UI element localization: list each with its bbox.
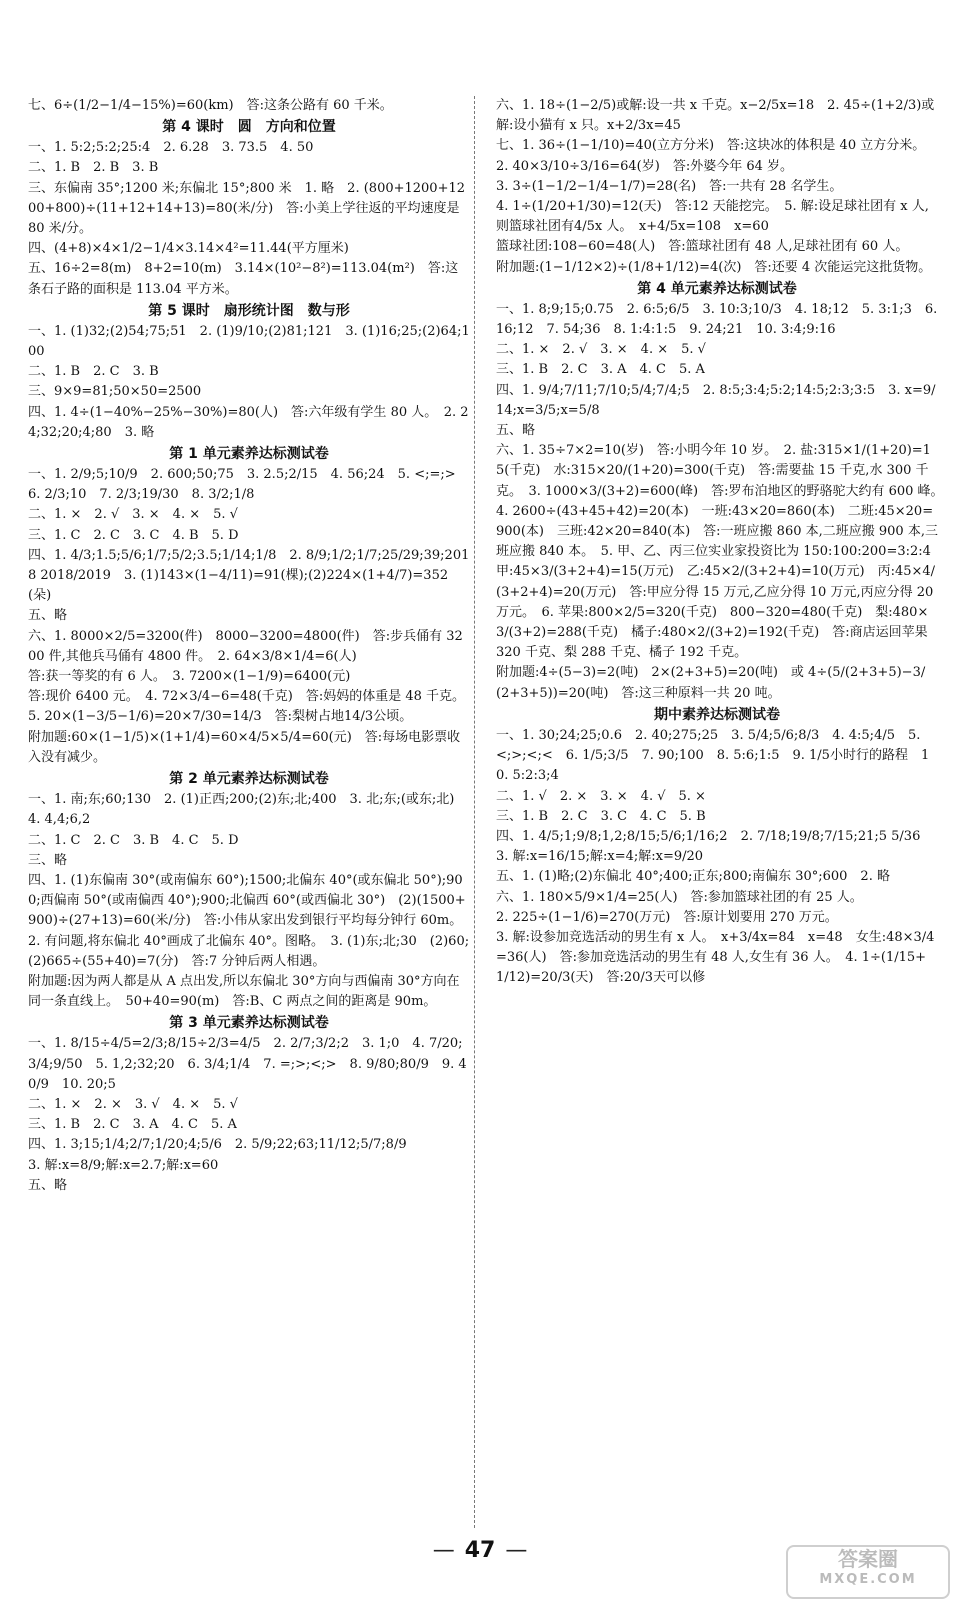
- answer-line: 四、1. 4/3;1.5;5/6;1/7;5/2;3.5;1/14;1/8 2. 8/9;1/2;1/7;25/29;39;2018 2018/2019 3. (1)143×(1−4/11)=91(棵);(2)224×(1+4/7)=352(朵): [28, 547, 470, 604]
- answer-line: 附加题:4÷(5−3)=2(吨) 2×(2+3+5)=20(吨) 或 4÷(5/(2+3+5)−3/(2+3+5))=20(吨) 答:这三种原料一共 20 吨。: [496, 665, 926, 701]
- answer-line: 七、6÷(1/2−1/4−15%)=60(km) 答:这条公路有 60 千米。: [28, 98, 393, 113]
- answer-line: 一、1. 8;9;15;0.75 2. 6:5;6/5 3. 10:3;10/3 4. 18;12 5. 3:1;3 6. 16;12 7. 54;36 8. 1:4:1:5 9. 24;21 10. 3:4;9:16: [496, 301, 938, 338]
- answer-line: 一、1. 南;东;60;130 2. (1)正西;200;(2)东;北;400 3. 北;东;(或东;北) 4. 4,4;6,2: [28, 792, 468, 828]
- answer-line: 二、1. × 2. × 3. √ 4. × 5. √: [28, 1096, 238, 1112]
- answer-line: 三、1. B 2. C 3. A 4. C 5. A: [28, 1117, 237, 1133]
- section-heading: 第 2 单元素养达标测试卷: [169, 771, 329, 788]
- section-heading: 期中素养达标测试卷: [654, 706, 780, 723]
- answer-line: 3. 3÷(1−1/2−1/4−1/7)=28(名) 答:一共有 28 名学生。: [496, 178, 843, 194]
- answer-line: 五、略: [496, 423, 536, 439]
- answer-line: 六、1. 18÷(1−2/5)或解:设一共 x 千克。x−2/5x=18 2. 45÷(1+2/3)或解:设小猫有 x 只。x+2/3x=45: [496, 98, 935, 134]
- watermark-logo: [786, 1545, 950, 1599]
- page-number: 47: [464, 1538, 496, 1563]
- answer-line: 3. 解:设参加竞选活动的男生有 x 人。 x+3/4x=84 x=48 女生:48×3/4=36(人) 答:参加竞选活动的男生有 48 人,女生有 36 人。 4. 1÷(1/15+1/12)=20/3(天) 答:20/3天可以修: [496, 929, 935, 986]
- answer-line: 五、略: [28, 1177, 68, 1193]
- answer-line: 2. 225÷(1−1/6)=270(万元) 答:原计划要用 270 万元。: [496, 909, 838, 925]
- answer-line: 一、1. 30;24;25;0.6 2. 40;275;25 3. 5/4;5/6;8/3 4. 4:5;4/5 5. <;>;<;< 6. 1/5;3/5 7. 90;100 8. 5:6;1:5 9. 1/5小时行的路程 10. 5:2:3;4: [496, 727, 930, 784]
- answer-line: 四、1. (1)东偏南 30°(或南偏东 60°);1500;北偏东 40°(或东偏北 50°);900;西偏南 50°(或南偏西 40°);900;北偏西 60°(或西偏北 30°) (2)(1500+900)÷(27+13)=60(米/分) 答:小伟从家出发到银行平均每分钟行 60m。 2. 有问题,将东偏北 40°画成了北偏东 40°。图略。 3. (1)东;北;30 (2)60;(2)665÷(55+40)=7(分) 答:7 分钟后两人相遇。: [28, 872, 470, 969]
- section-heading: 第 1 单元素养达标测试卷: [169, 446, 329, 463]
- answer-line: 答:获一等奖的有 6 人。 3. 7200×(1−1/9)=6400(元): [28, 669, 351, 685]
- answer-line: 3. 解:x=8/9;解:x=2.7;解:x=60: [28, 1157, 219, 1173]
- answer-line: 五、16÷2=8(m) 8+2=10(m) 3.14×(10²−8²)=113.04(m²) 答:这条石子路的面积是 113.04 平方米。: [28, 261, 459, 297]
- answer-line: 五、1. (1)略;(2)东偏北 40°;400;正东;800;南偏东 30°;600 2. 略: [496, 869, 890, 885]
- answer-line: 附加题:60×(1−1/5)×(1+1/4)=60×4/5×5/4=60(元) 答:每场电影票收入没有减少。: [28, 729, 461, 765]
- answer-line: 二、1. × 2. √ 3. × 4. × 5. √: [28, 507, 238, 523]
- right-column: [496, 96, 951, 1526]
- answer-line: 四、1. 9/4;7/11;7/10;5/4;7/4;5 2. 8:5;3:4;5:2;14:5;2:3;3:5 3. x=9/14;x=3/5;x=5/8: [496, 382, 936, 418]
- answer-line: 三、略: [28, 852, 68, 868]
- section-heading: 第 5 课时 扇形统计图 数与形: [148, 302, 350, 319]
- answer-line: 七、1. 36÷(1−1/10)=40(立方分米) 答:这块冰的体积是 40 立方分米。 2. 40×3/10÷3/16=64(岁) 答:外婆今年 64 岁。: [496, 138, 932, 174]
- answer-line: 三、东偏南 35°;1200 米;东偏北 15°;800 米 1. 略 2. (800+1200+1200+800)÷(11+12+14+13)=80(米/分) 答:小美上学往返的平均速度是 80 米/分。: [28, 180, 466, 237]
- answer-line: 二、1. B 2. B 3. B: [28, 160, 159, 176]
- answer-line: 4. 1÷(1/20+1/30)=12(天) 答:12 天能挖完。 5. 解:设足球社团有 x 人,则篮球社团有4/5x 人。 x+4/5x=108 x=60: [496, 199, 929, 235]
- footer-dash-right: —: [505, 1538, 528, 1563]
- footer-dash-left: —: [432, 1538, 455, 1563]
- answer-line: 三、1. C 2. C 3. C 4. B 5. D: [28, 527, 239, 543]
- answer-line: 六、1. 35÷7×2=10(岁) 答:小明今年 10 岁。 2. 盐:315×1/(1+20)=15(千克) 水:315×20/(1+20)=300(千克) 答:需要盐 15 千克,水 300 千克。 3. 1000×3/(3+2)=600(峰) 答:罗布泊地区的野骆驼大约有 600 峰。 4. 2600÷(43+45+42)=20(本) 一班:43×20=860(本) 二班:45×20=900(本) 三班:42×20=840(本) 答:一班应搬 860 本,二班应搬 900 本,三班应搬 840 本。 5. 甲、乙、丙三位实业家投资比为 150:100:200=3:2:4 甲:45×3/(3+2+4)=15(万元) 乙:45×2/(3+2+4)=10(万元) 丙:45×4/(3+2+4)=20(万元) 答:甲应分得 15 万元,乙应分得 10 万元,丙应分得 20 万元。 6. 苹果:800×2/5=320(千克) 800−320=480(千克) 梨:480×3/(3+2)=288(千克) 橘子:480×2/(3+2)=192(千克) 答:商店运回苹果 320 千克、梨 288 千克、橘子 192 千克。: [496, 443, 951, 661]
- answer-line: 附加题:因为两人都是从 A 点出发,所以东偏北 30°方向与西偏南 30°方向在同一条直线上。 50+40=90(m) 答:B、C 两点之间的距离是 90m。: [28, 973, 460, 1010]
- answer-line: 六、1. 180×5/9×1/4=25(人) 答:参加篮球社团的有 25 人。: [496, 889, 863, 905]
- section-heading: 第 4 课时 圆 方向和位置: [162, 119, 336, 136]
- answer-line: 一、1. 8/15÷4/5=2/3;8/15÷2/3=4/5 2. 2/7;3/2;2 3. 1;0 4. 7/20;3/4;9/50 5. 1,2;32;20 6. 3/4;1/4 7. =;>;<;> 8. 9/80;80/9 9. 40/9 10. 20;5: [28, 1036, 467, 1092]
- answer-line: 一、1. (1)32;(2)54;75;51 2. (1)9/10;(2)81;121 3. (1)16;25;(2)64;100: [28, 323, 470, 360]
- answer-line: 四、1. 4÷(1−40%−25%−30%)=80(人) 答:六年级有学生 80 人。 2. 24;32;20;4;80 3. 略: [28, 404, 469, 440]
- section-heading: 第 3 单元素养达标测试卷: [169, 1015, 329, 1032]
- watermark-url: MXQE.COM: [819, 1572, 917, 1587]
- answer-line: 五、略: [28, 608, 68, 624]
- answer-line: 二、1. √ 2. × 3. × 4. √ 5. ×: [496, 788, 706, 804]
- answer-line: 答:现价 6400 元。 4. 72×3/4−6=48(千克) 答:妈妈的体重是 48 千克。 5. 20×(1−3/5−1/6)=20×7/30=14/3 答:梨树占地14/3公顷。: [28, 689, 472, 725]
- answer-line: 一、1. 2/9;5;10/9 2. 600;50;75 3. 2.5;2/15 4. 56;24 5. <;=;> 6. 2/3;10 7. 2/3;19/30 8. 3/2;1/8: [28, 467, 469, 503]
- answer-line: 二、1. × 2. √ 3. × 4. × 5. √: [496, 342, 706, 358]
- answer-line: 三、9×9=81;50×50=2500: [28, 384, 202, 400]
- answer-line: 二、1. C 2. C 3. B 4. C 5. D: [28, 832, 239, 848]
- answer-line: 四、1. 3;15;1/4;2/7;1/20;4;5/6 2. 5/9;22;63;11/12;5/7;8/9: [28, 1137, 407, 1153]
- watermark-title: 答案圈: [838, 1547, 898, 1571]
- answer-line: 四、(4+8)×4×1/2−1/4×3.14×4²=11.44(平方厘米): [28, 241, 349, 257]
- answer-line: 四、1. 4/5;1;9/8;1,2;8/15;5/6;1/16;2 2. 7/18;19/8;7/15;21;5 5/36 3. 解:x=16/15;解:x=4;解:x=9/20: [496, 828, 934, 865]
- answer-line: 六、1. 8000×2/5=3200(件) 8000−3200=4800(件) 答:步兵俑有 3200 件,其他兵马俑有 4800 件。 2. 64×3/8×1/4=6(人): [28, 628, 463, 664]
- answer-line: 附加题:(1−1/12×2)÷(1/8+1/12)=4(次) 答:还要 4 次能运完这批货物。: [496, 259, 932, 275]
- column-divider: [474, 96, 476, 1528]
- answer-line: 三、1. B 2. C 3. C 4. C 5. B: [496, 808, 706, 824]
- answer-line: 一、1. 5:2;5:2;25:4 2. 6.28 3. 73.5 4. 50: [28, 140, 314, 156]
- left-column: [28, 96, 470, 1526]
- answer-line: 三、1. B 2. C 3. A 4. C 5. A: [496, 362, 705, 378]
- answer-line: 篮球社团:108−60=48(人) 答:篮球社团有 48 人,足球社团有 60 人。: [496, 239, 909, 255]
- answer-line: 二、1. B 2. C 3. B: [28, 364, 159, 380]
- section-heading: 第 4 单元素养达标测试卷: [637, 280, 797, 297]
